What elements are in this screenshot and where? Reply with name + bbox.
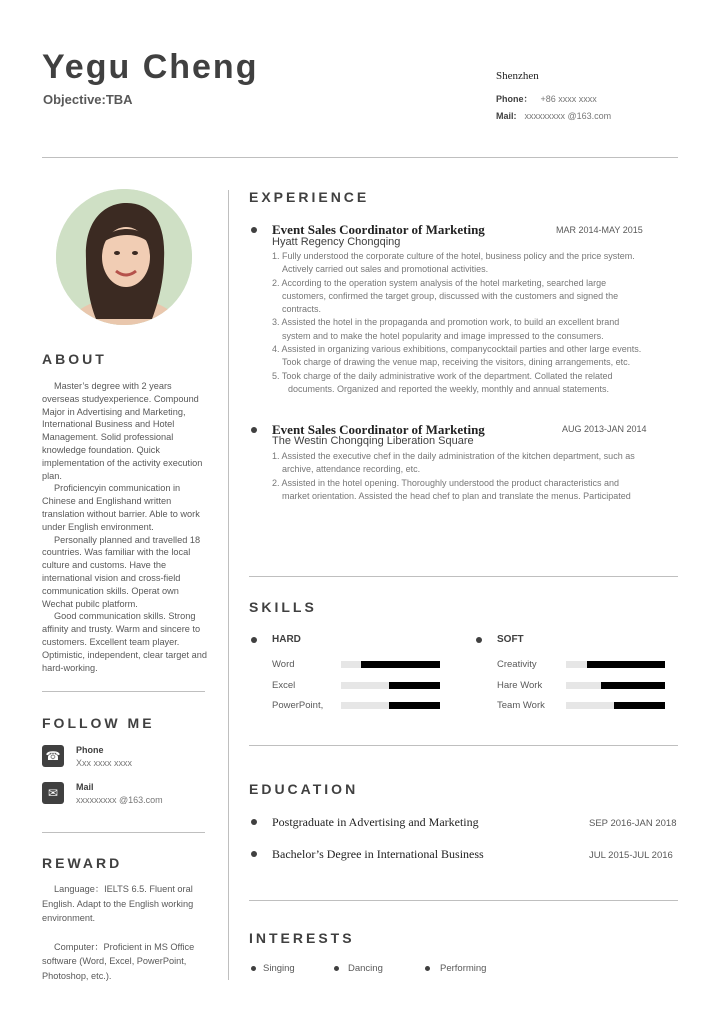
reward-text [42,882,212,983]
interest-item: Performing [440,963,487,974]
follow-phone-label: Phone [76,745,104,755]
header-phone [496,92,597,105]
interest-item: Singing [263,963,295,974]
about-divider [42,691,205,692]
education-bullet [251,819,257,825]
skills-title: SKILLS [249,599,317,615]
city: Shenzhen [496,70,539,82]
job-bullet [251,227,257,233]
duty-line: customers, confirmed the target group, discussed with the customers and signed the [282,290,619,301]
job-title: Event Sales Coordinator of Marketing [272,422,485,437]
interest-bullet [425,966,430,971]
duty-line: contracts. [282,304,322,315]
duty-line: Actively carried out sales and promotional activities. [282,264,489,275]
education-divider [249,900,678,901]
phone-label: Phone： [496,94,533,104]
avatar-photo [56,189,192,325]
skill-bar-fill [587,661,665,668]
header-mail [496,111,611,121]
experience-title: EXPERIENCE [249,189,370,205]
soft-skill-bar [566,682,665,689]
skills-bullet [476,637,482,643]
skill-bar-fill [361,661,440,668]
skills-bullet [251,637,257,643]
duty-line: 3. Assisted the hotel in the propaganda and promotion work, to build an excellent brand [272,317,620,328]
reward-title: REWARD [42,855,123,871]
soft-skills-title: SOFT [497,634,524,645]
duty-line: archive, attendance recording, etc. [282,464,421,475]
soft-skill-name: Creativity [497,659,537,670]
about-title: ABOUT [42,351,107,367]
follow-phone [42,745,212,775]
soft-skill-name: Hare Work [497,680,543,691]
duty-line: 2. Assisted in the hotel opening. Thoroughly understood the product characteristics and [272,477,620,488]
duty-line: market orientation. Assisted the head chef to plan and translate the menus. Participated [282,490,631,501]
duty-line: documents. Organized and reported the weekly, monthly and annual statements. [288,383,610,394]
interests-title: INTERESTS [249,930,355,946]
about-paragraph: Personally planned and travelled 18 countries. Was familiar with the local culture and customs. Have the international vision and cross-field communication skills. Operat own Wechat pubilc platform. [42,534,201,609]
soft-skill-bar [566,702,665,709]
mail-icon: ✉ [42,782,64,804]
follow-divider [42,832,205,833]
column-divider [228,190,229,980]
skill-bar-fill [389,702,440,709]
mail-label: Mail: [496,111,517,121]
skill-bar-fill [389,682,440,689]
reward-paragraph: Language：IELTS 6.5. Fluent oral English. Adapt to the English working environment. [42,884,194,923]
education-title: EDUCATION [249,781,359,797]
duty-line: Took charge of drawing the venue map, receiving the visitors, dining arrangements, etc. [282,357,631,368]
education-date: JUL 2015-JUL 2016 [589,850,673,861]
follow-phone-value: Xxx xxxx xxxx [76,758,133,768]
about-paragraph: Good communication skills. Strong affinity and trusty. Warm and sincere to customers. Excellent team player. Optimistic, independent, clear target and hard-working. [42,611,207,673]
duty-line: system and to make the hotel popularity and image impressed to the consumers. [282,330,604,341]
hard-skill-bar [341,682,440,689]
hard-skill-name: Excel [272,680,296,691]
hard-skill-bar [341,702,440,709]
interest-bullet [251,966,256,971]
duty-line: 4. Assisted in organizing various exhibitions, companycocktail parties and other large events. [272,344,642,355]
job-org: Hyatt Regency Chongqing [272,236,401,248]
candidate-name: Yegu Cheng [42,48,259,86]
soft-skill-name: Team Work [497,700,545,711]
job-duties [272,250,692,396]
objective: Objective:TBA [43,92,133,107]
job-date: AUG 2013-JAN 2014 [562,424,647,434]
education-degree: Bachelor’s Degree in International Business [272,847,484,861]
hard-skill-name: PowerPoint, [272,700,324,711]
reward-paragraph: Computer：Proficient in MS Office software (Word, Excel, PowerPoint, Photoshop, etc.). [42,941,195,981]
skill-bar-fill [614,702,665,709]
phone-value: +86 xxxx xxxx [540,94,597,104]
skills-divider [249,745,678,746]
duty-line: 1. Assisted the executive chef in the daily administration of the kitchen department, such as [272,451,635,461]
job-duties [272,450,692,503]
soft-skill-bar [566,661,665,668]
education-date: SEP 2016-JAN 2018 [589,818,677,829]
interest-item: Dancing [348,963,383,974]
avatar [56,189,192,325]
follow-title: FOLLOW ME [42,715,155,731]
education-degree: Postgraduate in Advertising and Marketing [272,815,479,829]
about-text [42,380,210,674]
experience-divider [249,576,678,577]
skill-bar-fill [601,682,665,689]
mail-value: xxxxxxxxx @163.com [524,111,612,121]
header-divider [42,157,678,158]
job-org: The Westin Chongqing Liberation Square [272,435,474,447]
education-bullet [251,851,257,857]
about-paragraph: Proficiencyin communication in Chinese and Englishand written translation without barrier. Able to work under English environment. [42,483,200,532]
hard-skills-title: HARD [272,634,301,645]
about-paragraph: Master’s degree with 2 years overseas studyexperience. Compound Major in Advertising and Marketing, International Business and Hotel Management. Solid professional knowledge foundation. Quick implementation of the activity execution plan. [42,381,203,481]
job-date: MAR 2014-MAY 2015 [556,225,643,235]
hard-skill-bar [341,661,440,668]
follow-mail-label: Mail [76,782,94,792]
interest-bullet [334,966,339,971]
duty-line: 5. Took charge of the daily administrative work of the department. Collated the related [272,370,613,381]
follow-mail [42,782,212,812]
duty-line: 1. Fully understood the corporate culture of the hotel, business policy and the price system. [272,251,635,261]
job-title: Event Sales Coordinator of Marketing [272,222,485,237]
follow-mail-value: xxxxxxxxx @163.com [76,795,163,805]
duty-line: 2. According to the operation system analysis of the hotel marketing, searched large [272,277,607,288]
phone-icon: ☎ [42,745,64,767]
hard-skill-name: Word [272,659,295,670]
job-bullet [251,427,257,433]
